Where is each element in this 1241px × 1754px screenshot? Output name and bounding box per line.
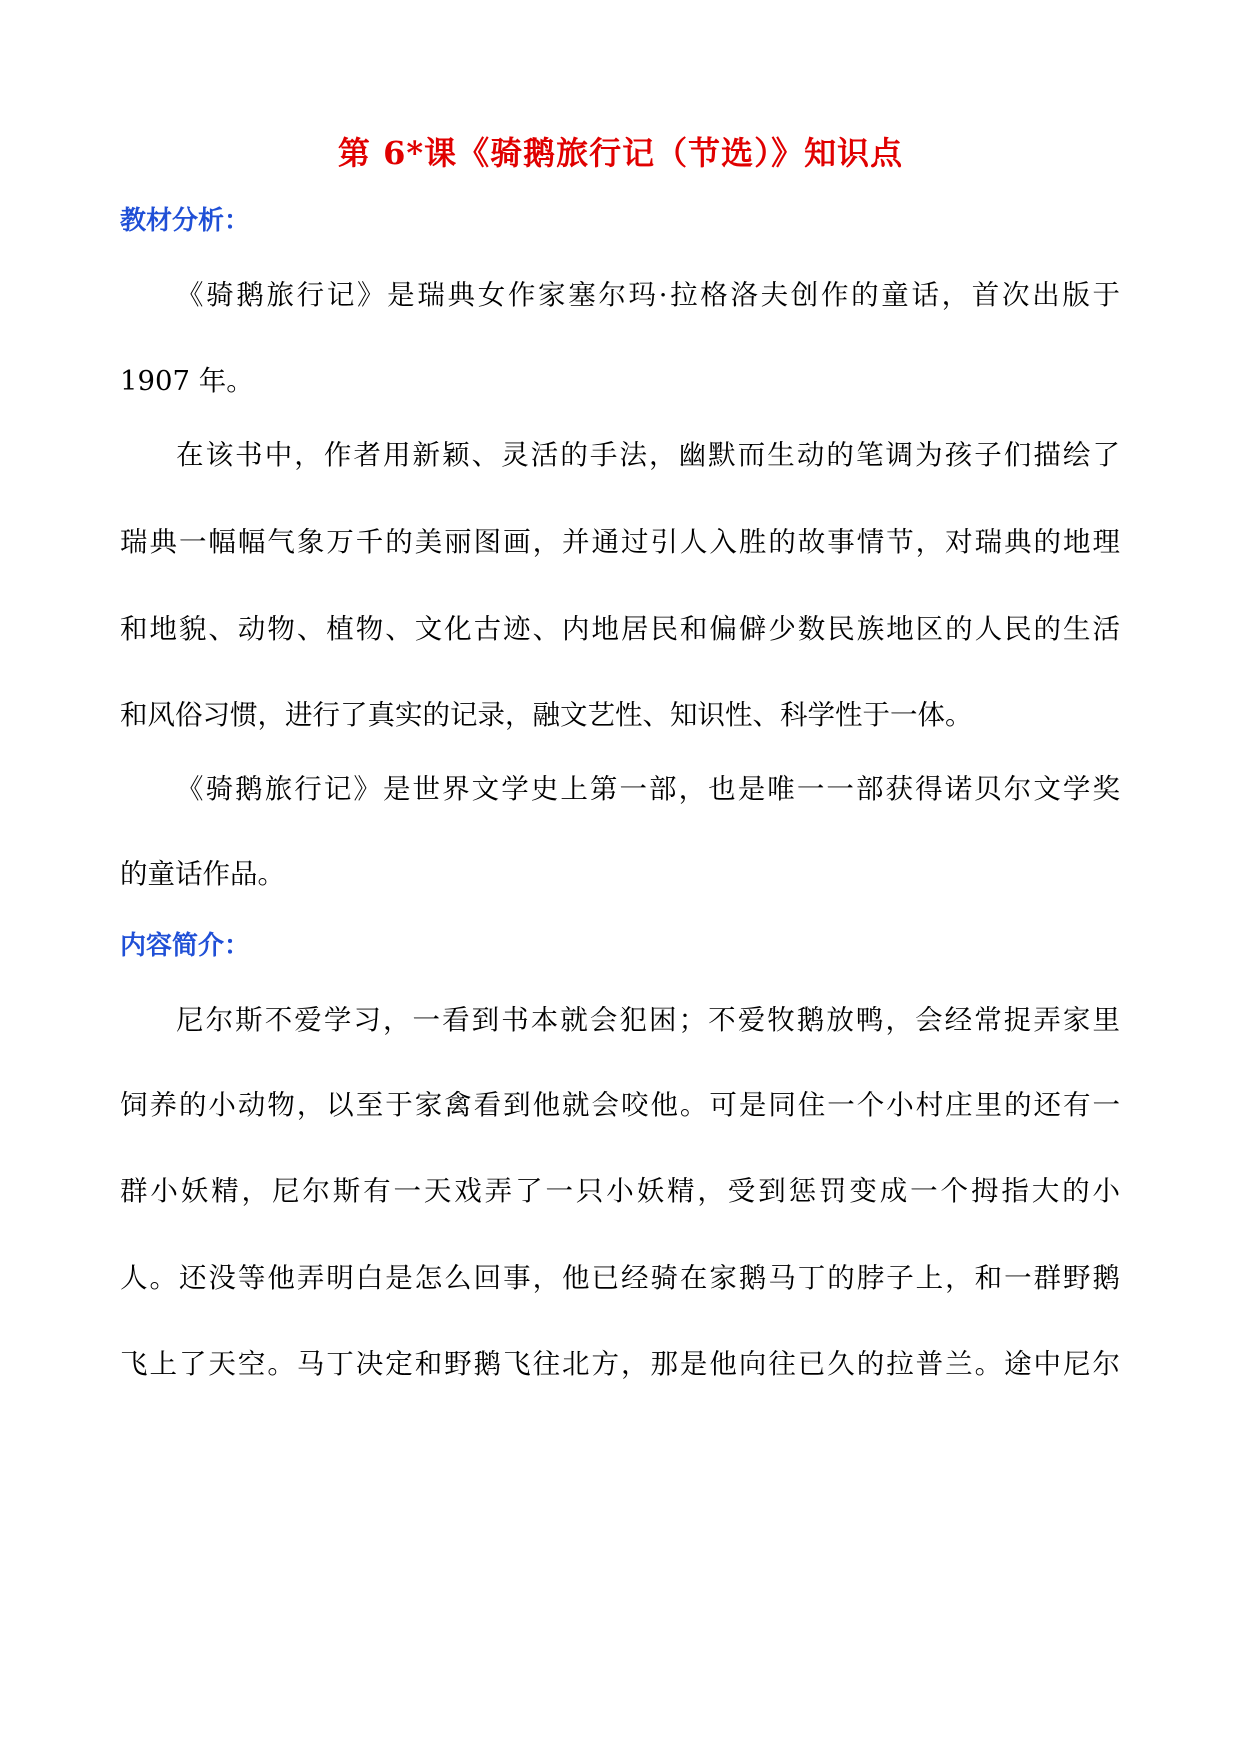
paragraph-line: 1907 年。 [120,365,254,397]
paragraph-line: 在该书中，作者用新颖、灵活的手法，幽默而生动的笔调为孩子们描绘了 [176,439,1120,471]
paragraph-line: 尼尔斯不爱学习，一看到书本就会犯困；不爱牧鹅放鸭，会经常捉弄家里 [176,1004,1120,1036]
paragraph-line: 飞上了天空。马丁决定和野鹅飞往北方，那是他向往已久的拉普兰。途中尼尔 [120,1348,1120,1380]
paragraph-line: 瑞典一幅幅气象万千的美丽图画，并通过引人入胜的故事情节，对瑞典的地理 [120,526,1120,558]
paragraph-line: 《骑鹅旅行记》是世界文学史上第一部，也是唯一一部获得诺贝尔文学奖 [176,773,1120,805]
paragraph-line: 和风俗习惯，进行了真实的记录，融文艺性、知识性、科学性于一体。 [120,699,973,731]
paragraph-line: 群小妖精，尼尔斯有一天戏弄了一只小妖精，受到惩罚变成一个拇指大的小 [120,1175,1120,1207]
paragraph-line: 的童话作品。 [120,858,285,890]
section-heading-textbook-analysis: 教材分析： [120,206,251,236]
paragraph-line: 饲养的小动物，以至于家禽看到他就会咬他。可是同住一个小村庄里的还有一 [120,1089,1120,1121]
paragraph-line: 人。还没等他弄明白是怎么回事，他已经骑在家鹅马丁的脖子上，和一群野鹅 [120,1262,1120,1294]
paragraph-line: 和地貌、动物、植物、文化古迹、内地居民和偏僻少数民族地区的人民的生活 [120,613,1120,645]
paragraph-line: 《骑鹅旅行记》是瑞典女作家塞尔玛·拉格洛夫创作的童话，首次出版于 [176,279,1120,311]
page-title: 第 6*课《骑鹅旅行记（节选）》知识点 [337,134,904,172]
section-heading-content-summary: 内容简介： [120,931,251,961]
